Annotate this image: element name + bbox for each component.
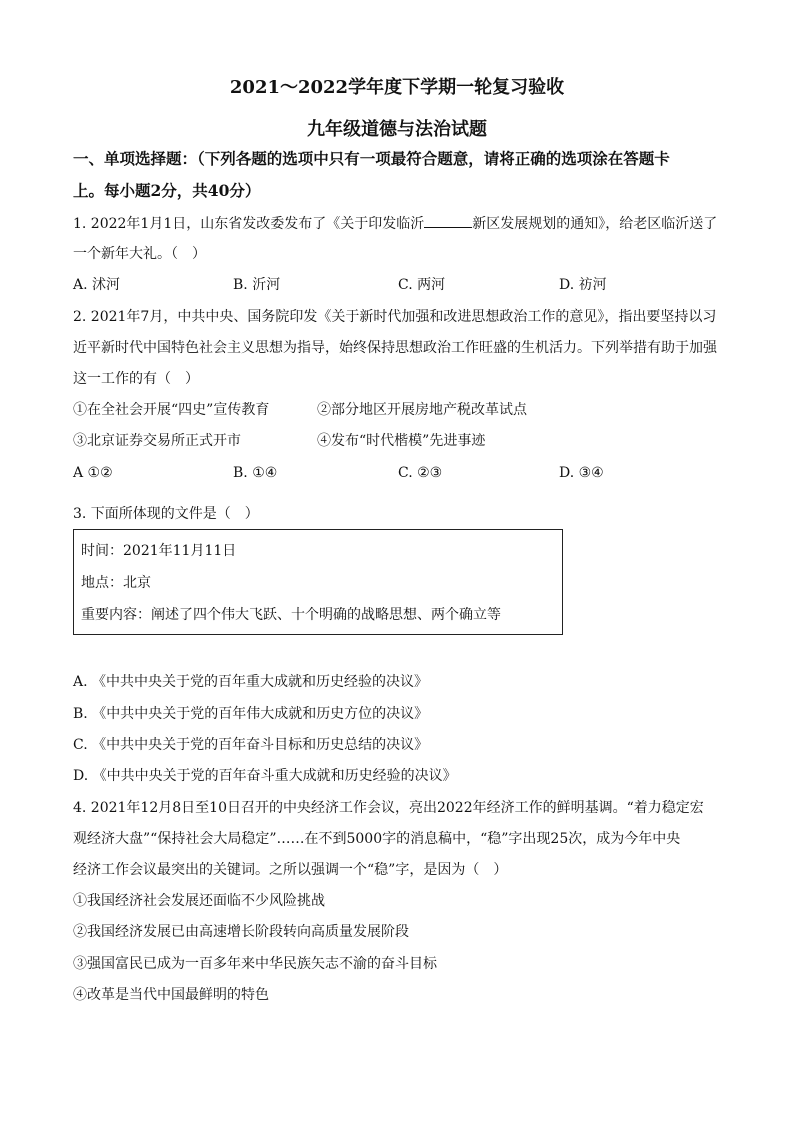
q1-option-d[interactable]: D. 祊河	[559, 277, 607, 293]
q2-item-1: ①在全社会开展“四史”宣传教育	[73, 402, 270, 418]
q2-option-c[interactable]: C. ②③	[398, 465, 443, 481]
q2-item-3: ③北京证券交易所正式开市	[73, 433, 241, 449]
q2-stem-line1: 2. 2021年7月，中共中央、国务院印发《关于新时代加强和改进思想政治工作的意见》，指出要坚持以习	[73, 309, 717, 325]
q2-option-b[interactable]: B. ①④	[233, 465, 278, 481]
q3-box-time: 时间：2021年11月11日	[81, 543, 237, 559]
q1-option-b[interactable]: B. 沂河	[233, 277, 281, 293]
q3-option-d[interactable]: D. 《中共中央关于党的百年奋斗重大成就和历史经验的决议》	[73, 768, 457, 784]
q3-option-b[interactable]: B. 《中共中央关于党的百年伟大成就和历史方位的决议》	[73, 706, 429, 722]
q3-option-a[interactable]: A. 《中共中央关于党的百年重大成就和历史经验的决议》	[73, 674, 429, 690]
q2-stem-line3: 这一工作的有（ ）	[73, 371, 199, 387]
q4-stem-line2: 观经济大盘”“保持社会大局稳定”……在不到5000字的消息稿中，“稳”字出现25次，成为今年中央	[73, 831, 681, 847]
q1-stem-line2: 一个新年大礼。（ ）	[73, 246, 206, 262]
q2-item-2: ②部分地区开展房地产税改革试点	[317, 402, 527, 418]
q4-stem-line3: 经济工作会议最突出的关键词。之所以强调一个“稳”字，是因为（ ）	[73, 862, 508, 878]
exam-subtitle: 九年级道德与法治试题	[307, 119, 487, 140]
q1-stem-post: 新区发展规划的通知》，给老区临沂送了	[472, 216, 718, 232]
q3-box-content: 重要内容：阐述了四个伟大飞跃、十个明确的战略思想、两个确立等	[81, 607, 501, 623]
q3-stem: 3. 下面所体现的文件是（ ）	[73, 506, 259, 522]
section-heading-line2: 上。每小题2分，共40分）	[73, 181, 261, 200]
q2-item-4: ④发布“时代楷模”先进事迹	[317, 433, 486, 449]
q4-item-4: ④改革是当代中国最鲜明的特色	[73, 987, 269, 1003]
exam-title: 2021～2022学年度下学期一轮复习验收	[229, 77, 565, 98]
q3-option-c[interactable]: C. 《中共中央关于党的百年奋斗目标和历史总结的决议》	[73, 737, 429, 753]
q2-option-d[interactable]: D. ③④	[559, 465, 604, 481]
q4-stem-line1: 4. 2021年12月8日至10日召开的中央经济工作会议，亮出2022年经济工作的鲜明基调。“着力稳定宏	[73, 800, 704, 816]
q3-box-location: 地点：北京	[81, 575, 151, 591]
q4-item-1: ①我国经济社会发展还面临不少风险挑战	[73, 893, 325, 909]
q2-stem-line2: 近平新时代中国特色社会主义思想为指导，始终保持思想政治工作旺盛的生机活力。下列举措有助于加强	[73, 340, 717, 356]
q1-stem-line1	[73, 215, 717, 233]
q1-stem-pre: 1. 2022年1月1日，山东省发改委发布了《关于印发临沂	[73, 216, 425, 232]
q1-option-a[interactable]: A. 沭河	[73, 277, 121, 293]
q1-option-c[interactable]: C. 两河	[398, 277, 446, 293]
q1-fill-blank	[424, 215, 472, 228]
q4-item-2: ②我国经济发展已由高速增长阶段转向高质量发展阶段	[73, 924, 409, 940]
q2-option-a[interactable]: A ①②	[73, 465, 113, 481]
section-heading-line1: 一、单项选择题：（下列各题的选项中只有一项最符合题意，请将正确的选项涂在答题卡	[73, 149, 670, 168]
q4-item-3: ③强国富民已成为一百多年来中华民族矢志不渝的奋斗目标	[73, 956, 437, 972]
